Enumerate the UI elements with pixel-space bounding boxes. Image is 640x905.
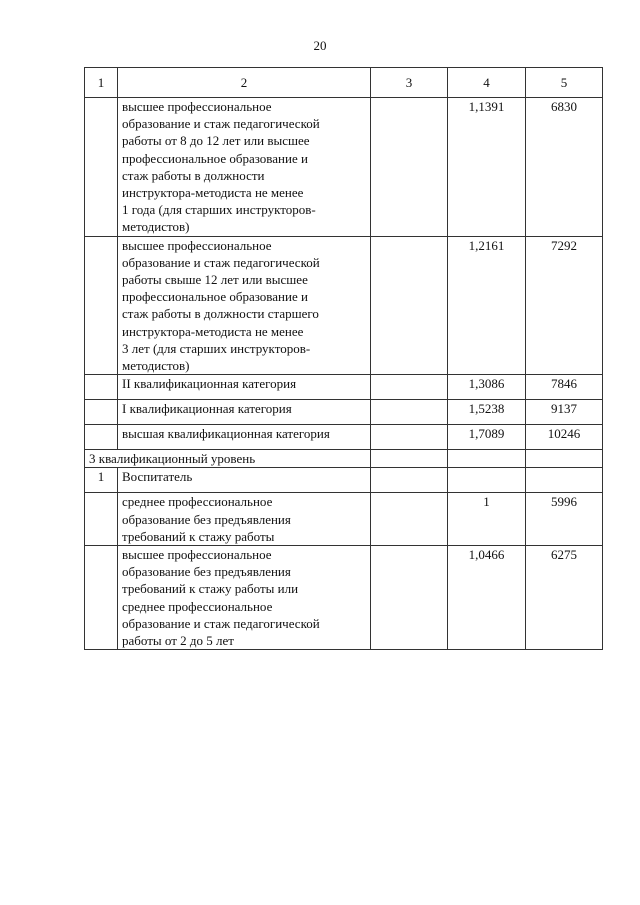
col-3-cell [371,400,448,425]
description-line: требований к стажу работы [122,528,275,544]
description-cell [118,546,371,650]
coefficient-cell: 1,5238 [448,400,526,425]
description-line: требований к стажу работы или [122,581,299,597]
header-col-2: 2 [118,68,371,98]
index-cell [85,98,118,237]
description-line: высшее профессиональное [122,99,272,114]
description-cell: Воспитатель [118,468,371,493]
description-line: методистов) [122,219,190,235]
table-row [85,425,603,450]
page-number: 20 [313,38,327,53]
qualification-level-cell: 3 квалификационный уровень [85,450,371,468]
table-row [85,546,603,650]
description-line: образование и стаж педагогической [122,116,320,132]
description-line: работы от 2 до 5 лет [122,633,234,649]
col-3-cell [371,493,448,546]
description-line: стаж работы в должности старшего [122,306,319,322]
level-empty-col-5 [526,450,603,468]
index-cell [85,493,118,546]
header-col-5: 5 [526,68,603,98]
description-line: профессиональное образование и [122,289,308,305]
coefficient-cell: 1 [448,493,526,546]
description-line: профессиональное образование и [122,150,308,166]
col-3-cell [371,468,448,493]
description-line: 3 лет (для старших инструкторов- [122,340,311,356]
table-header-row [85,68,603,98]
coefficient-cell: 1,1391 [448,98,526,237]
table-row [85,400,603,425]
col-3-cell [371,98,448,237]
salary-cell [526,468,603,493]
col-3-cell [371,546,448,650]
salary-cell: 7846 [526,375,603,400]
description-line: инструктора-методиста не менее [122,323,304,339]
description-line: высшее профессиональное [122,237,272,253]
col-3-cell [371,236,448,375]
coefficient-cell: 1,2161 [448,236,526,375]
index-cell [85,546,118,650]
header-col-4: 4 [448,68,526,98]
index-cell [85,236,118,375]
description-cell: высшая квалификационная категория [118,425,371,450]
salary-table [84,67,603,650]
header-col-3: 3 [371,68,448,98]
description-cell [118,493,371,546]
index-cell [85,400,118,425]
header-col-1: 1 [85,68,118,98]
table-row [85,375,603,400]
salary-cell: 6275 [526,546,603,650]
salary-cell: 10246 [526,425,603,450]
table-row [85,98,603,237]
col-3-cell [371,425,448,450]
table-row [85,468,603,493]
level-empty-col-3 [371,450,448,468]
description-line: работы от 8 до 12 лет или высшее [122,133,310,149]
salary-cell: 7292 [526,236,603,375]
description-cell: I квалификационная категория [118,400,371,425]
description-line: среднее профессиональное [122,494,273,510]
description-line: среднее профессиональное [122,598,273,614]
salary-cell: 6830 [526,98,603,237]
description-cell [118,98,371,237]
table-row [85,450,603,468]
description-cell [118,236,371,375]
description-line: образование и стаж педагогической [122,254,320,270]
description-line: стаж работы в должности [122,167,265,183]
description-line: образование без предъявления [122,564,291,580]
coefficient-cell: 1,3086 [448,375,526,400]
description-line: работы свыше 12 лет или высшее [122,272,308,288]
description-line: образование без предъявления [122,511,291,527]
description-line: инструктора-методиста не менее [122,185,304,201]
level-empty-col-4 [448,450,526,468]
description-cell: II квалификационная категория [118,375,371,400]
salary-cell: 9137 [526,400,603,425]
description-line: образование и стаж педагогической [122,615,320,631]
index-cell: 1 [85,468,118,493]
table-row [85,236,603,375]
coefficient-cell [448,468,526,493]
description-line: высшее профессиональное [122,547,272,563]
index-cell [85,375,118,400]
description-line: 1 года (для старших инструкторов- [122,202,316,218]
table-row [85,493,603,546]
col-3-cell [371,375,448,400]
index-cell [85,425,118,450]
coefficient-cell: 1,0466 [448,546,526,650]
coefficient-cell: 1,7089 [448,425,526,450]
description-line: методистов) [122,358,190,374]
salary-cell: 5996 [526,493,603,546]
